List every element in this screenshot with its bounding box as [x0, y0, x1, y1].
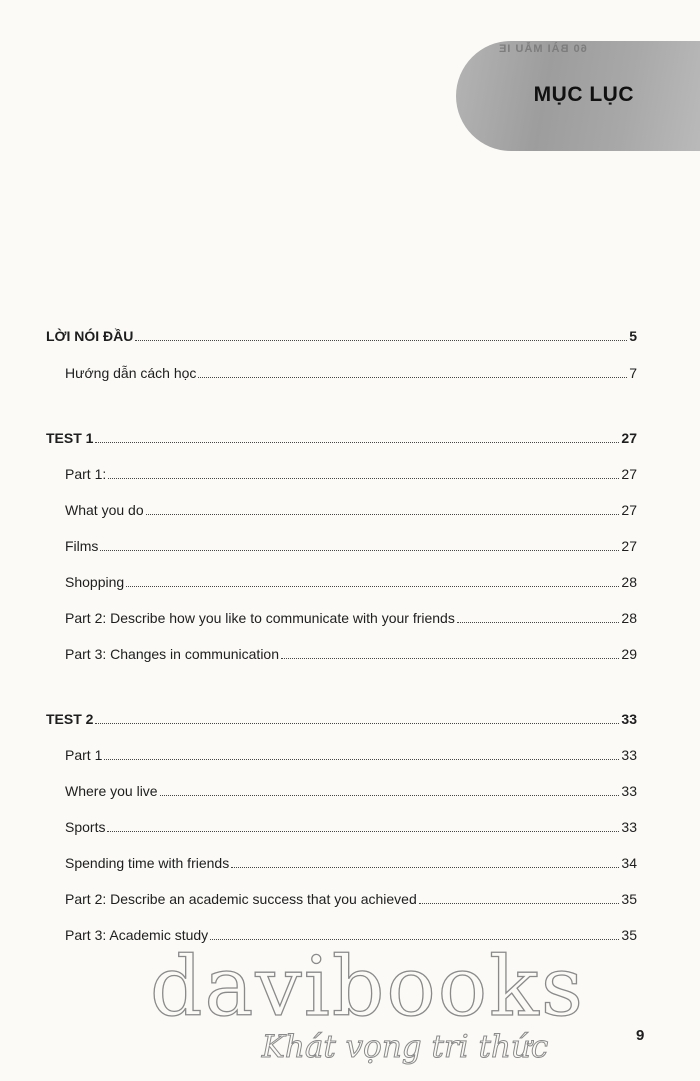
- header-ghost-text: 60 BÀI MẪU IE: [498, 43, 587, 55]
- toc-page-number: 27: [621, 466, 637, 482]
- dot-leader: [457, 622, 620, 623]
- toc-item[interactable]: [65, 645, 637, 663]
- toc-item-label: Part 2: Describe how you like to communicate with your friends: [65, 610, 455, 626]
- toc-section-title: LỜI NÓI ĐẦU: [46, 328, 134, 344]
- dot-leader: [160, 795, 620, 796]
- toc-item[interactable]: [65, 465, 637, 483]
- toc-page-number: 5: [629, 328, 637, 344]
- watermark: [150, 940, 585, 1065]
- dot-leader: [108, 478, 619, 479]
- toc-item-label: What you do: [65, 502, 144, 518]
- watermark-tagline: Khát vọng tri thức: [261, 1029, 549, 1065]
- toc-item[interactable]: [65, 818, 637, 836]
- toc-section-loi-noi-dau[interactable]: [46, 327, 637, 345]
- dot-leader: [107, 831, 619, 832]
- toc-page-number: 7: [629, 365, 637, 381]
- toc-item[interactable]: [65, 364, 637, 382]
- toc-item[interactable]: [65, 854, 637, 872]
- toc-page-number: 35: [621, 891, 637, 907]
- toc-item-label: Part 2: Describe an academic success that you achieved: [65, 891, 417, 907]
- toc-item[interactable]: [65, 609, 637, 627]
- toc-page-number: 33: [621, 747, 637, 763]
- dot-leader: [95, 442, 619, 443]
- toc-item[interactable]: [65, 501, 637, 519]
- toc-page-number: 34: [621, 855, 637, 871]
- dot-leader: [281, 658, 619, 659]
- toc-page-number: 33: [621, 819, 637, 835]
- toc-item-label: Sports: [65, 819, 106, 835]
- toc-item-label: Spending time with friends: [65, 855, 230, 871]
- toc-item-label: Part 1:: [65, 466, 107, 482]
- page-number: 9: [636, 1027, 645, 1044]
- toc-section-title: TEST 1: [46, 430, 94, 446]
- toc-page-number: 27: [621, 430, 637, 446]
- toc-item[interactable]: [65, 537, 637, 555]
- dot-leader: [419, 903, 620, 904]
- toc-item[interactable]: [65, 746, 637, 764]
- toc-page-number: 35: [621, 927, 637, 943]
- toc-item[interactable]: [65, 782, 637, 800]
- toc-page-number: 27: [621, 502, 637, 518]
- toc-page-number: 33: [621, 783, 637, 799]
- dot-leader: [198, 377, 627, 378]
- toc-item-label: Films: [65, 538, 99, 554]
- dot-leader: [135, 340, 627, 341]
- toc-item-label: Where you live: [65, 783, 158, 799]
- toc-item-label: Part 3: Changes in communication: [65, 646, 279, 662]
- toc-section-title: TEST 2: [46, 711, 94, 727]
- toc-item-label: Part 1: [65, 747, 103, 763]
- dot-leader: [95, 723, 619, 724]
- toc-item[interactable]: [65, 890, 637, 908]
- toc-page-number: 33: [621, 711, 637, 727]
- toc-page-number: 29: [621, 646, 637, 662]
- dot-leader: [104, 759, 619, 760]
- watermark-brand: davibooks: [150, 940, 585, 1035]
- toc-section-test-2[interactable]: [46, 710, 637, 728]
- dot-leader: [126, 586, 619, 587]
- page-title: MỤC LỤC: [533, 83, 634, 106]
- toc-item-label: Part 3: Academic study: [65, 927, 209, 943]
- dot-leader: [231, 867, 619, 868]
- toc-section-test-1[interactable]: [46, 429, 637, 447]
- toc-item-label: Shopping: [65, 574, 125, 590]
- dot-leader: [100, 550, 619, 551]
- toc-item[interactable]: [65, 573, 637, 591]
- toc-page-number: 28: [621, 574, 637, 590]
- toc-page-number: 27: [621, 538, 637, 554]
- dot-leader: [146, 514, 620, 515]
- toc-page-number: 28: [621, 610, 637, 626]
- toc-item-label: Hướng dẫn cách học: [65, 365, 197, 381]
